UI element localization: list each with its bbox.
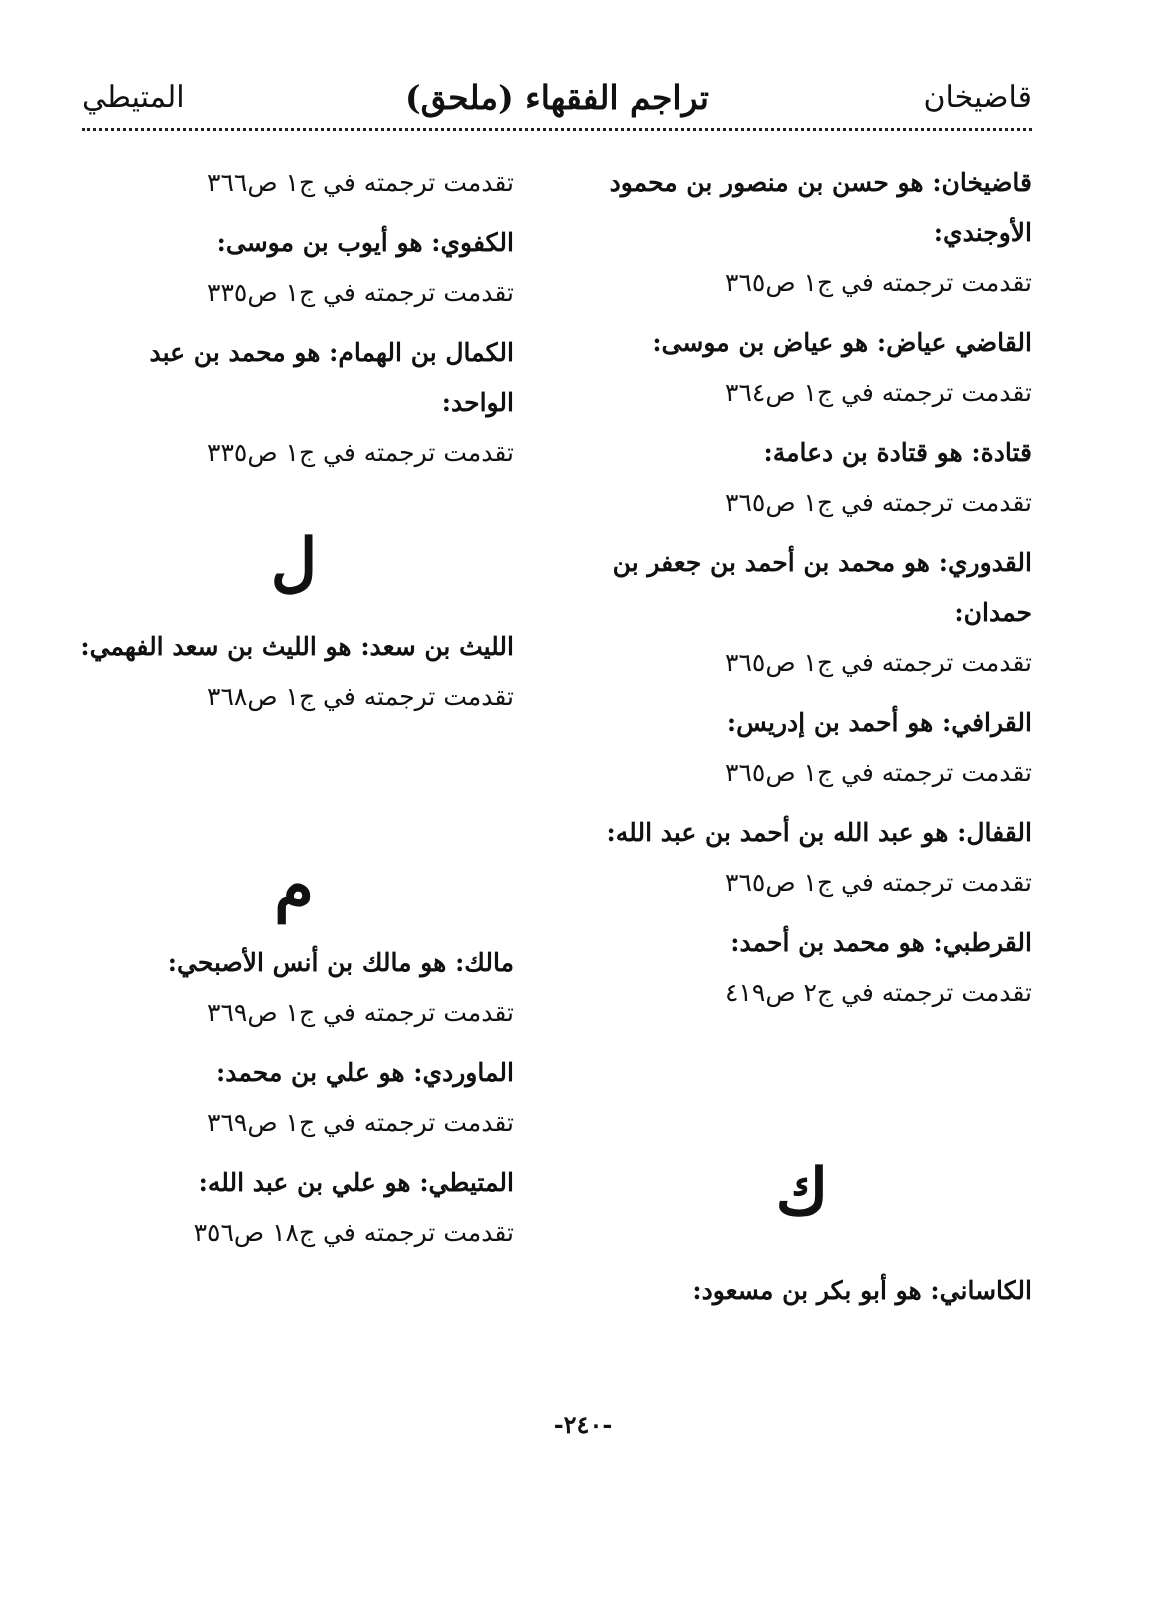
entry-qarafi [572, 698, 1032, 798]
entry-mutayti [74, 1158, 514, 1258]
left-column [74, 158, 514, 1258]
entry-ref: تقدمت ترجمته في ج١ ص٣٣٥ [207, 278, 514, 307]
entry-desc: هو محمد بن عبد الواحد: [149, 338, 514, 417]
section-letter-mim: م [274, 849, 314, 924]
entry-malik [74, 938, 514, 1038]
section-letter-kaf: ك [775, 1155, 829, 1230]
header-right-word: قاضيخان [923, 80, 1032, 115]
entry-desc: هو أيوب بن موسى: [216, 228, 423, 257]
entry-desc: هو حسن بن منصور بن محمود الأوجندي: [609, 168, 1032, 247]
entry-kamal-ibn-humam [74, 328, 514, 478]
entry-mawardi [74, 1048, 514, 1148]
entry-layth-ibn-saad [74, 622, 514, 722]
entry-name: مالك: [455, 948, 514, 977]
entry-desc: هو قتادة بن دعامة: [763, 438, 963, 467]
entry-ref-continued: تقدمت ترجمته في ج١ ص٣٦٦ [207, 168, 514, 197]
entry-name: قتادة: [971, 438, 1032, 467]
entry-qurtubi [572, 918, 1032, 1018]
entry-kasani [572, 1266, 1032, 1316]
entry-desc: هو محمد بن أحمد: [730, 928, 925, 957]
running-header [82, 76, 1032, 126]
entry-name: الكفوي: [431, 228, 514, 257]
entry-desc: هو أبو بكر بن مسعود: [692, 1276, 922, 1305]
entry-desc: هو أحمد بن إدريس: [726, 708, 934, 737]
entry-ref: تقدمت ترجمته في ج٢ ص٤١٩ [725, 978, 1032, 1007]
entry-desc: هو عياض بن موسى: [652, 328, 869, 357]
entry-name: المتيطي: [419, 1168, 514, 1197]
entry-ref: تقدمت ترجمته في ج١ ص٣٦٥ [725, 488, 1032, 517]
entry-ref: تقدمت ترجمته في ج١ ص٣٦٥ [725, 758, 1032, 787]
entry-qadikhan [572, 158, 1032, 308]
entry-qatada [572, 428, 1032, 528]
entry-desc: هو محمد بن أحمد بن جعفر بن حمدان: [612, 548, 1032, 627]
entry-name: القفال: [957, 818, 1032, 847]
entry-name: القاضي عياض: [876, 328, 1032, 357]
entry-name: القدوري: [938, 548, 1032, 577]
entry-desc: هو الليث بن سعد الفهمي: [80, 632, 352, 661]
entry-name: الكمال بن الهمام: [329, 338, 514, 367]
entry-ref: تقدمت ترجمته في ج١ ص٣٦٩ [207, 1108, 514, 1137]
entry-ref: تقدمت ترجمته في ج١ ص٣٦٨ [207, 682, 514, 711]
header-title: (ملحق) تراجم الفقهاء [405, 78, 709, 117]
section-letter-lam: ل [270, 525, 318, 600]
page-number: -٢٤٠- [553, 1410, 613, 1439]
entry-ref: تقدمت ترجمته في ج١ ص٣٦٥ [725, 268, 1032, 297]
entry-qudury [572, 538, 1032, 688]
entry-qaffal [572, 808, 1032, 908]
entry-name: الماوردي: [413, 1058, 514, 1087]
entry-ref: تقدمت ترجمته في ج١ ص٣٦٥ [725, 648, 1032, 677]
right-column [572, 158, 1032, 1316]
entry-desc: هو علي بن عبد الله: [198, 1168, 411, 1197]
header-left-word: المتيطي [82, 80, 185, 115]
entry-ref: تقدمت ترجمته في ج١ ص٣٦٥ [725, 868, 1032, 897]
entry-desc: هو مالك بن أنس الأصبحي: [167, 948, 447, 977]
entry-name: قاضيخان: [932, 168, 1032, 197]
entry-ref: تقدمت ترجمته في ج١ ص٣٦٩ [207, 998, 514, 1027]
entry-name: الليث بن سعد: [360, 632, 514, 661]
entry-desc: هو علي بن محمد: [216, 1058, 405, 1087]
entry-desc: هو عبد الله بن أحمد بن عبد الله: [606, 818, 949, 847]
entry-kafawi [74, 218, 514, 318]
entry-name: القرطبي: [933, 928, 1032, 957]
entry-ref: تقدمت ترجمته في ج١٨ ص٣٥٦ [193, 1218, 514, 1247]
entry-name: الكاساني: [930, 1276, 1032, 1305]
entry-ref: تقدمت ترجمته في ج١ ص٣٦٤ [725, 378, 1032, 407]
header-dotted-rule [82, 128, 1032, 131]
entry-qadi-iyad [572, 318, 1032, 418]
entry-ref: تقدمت ترجمته في ج١ ص٣٣٥ [207, 438, 514, 467]
entry-name: القرافي: [942, 708, 1032, 737]
